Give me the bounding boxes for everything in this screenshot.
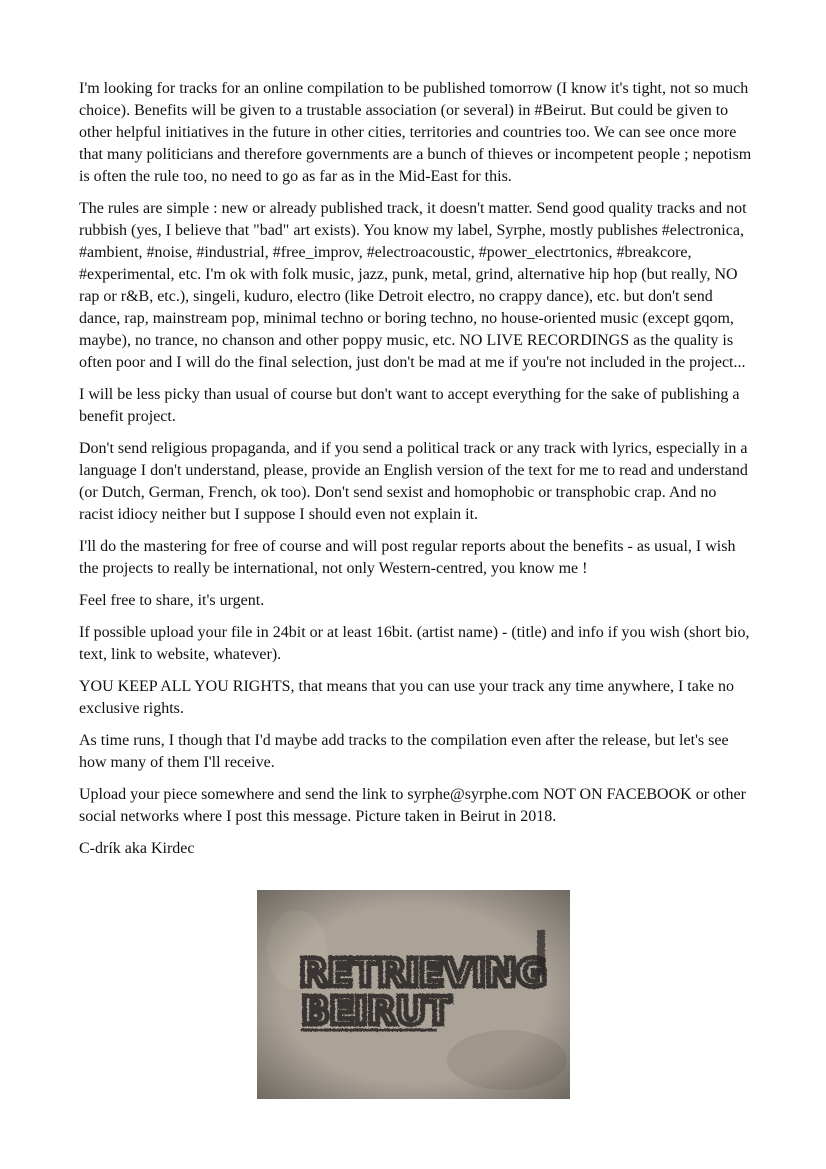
document-body	[79, 78, 754, 870]
paragraph-mastering: I'll do the mastering for free of course and will post regular reports about the benefits - as usual, I wish the projects to really be international, not only Western-centred, you know me !	[79, 538, 736, 577]
paragraph-intro: I'm looking for tracks for an online compilation to be published tomorrow (I know it's tight, not so much choice). Benefits will be given to a trustable association (or several) in #Beirut. But could be given to other helpful initiatives in the future in other cities, territories and countries too. We can see once more that many politicians and therefore governments are a bunch of thieves or incompetent people ; nepotism is often the rule too, no need to go as far as in the Mid-East for this.	[79, 80, 752, 185]
paragraph-no-propaganda: Don't send religious propaganda, and if you send a political track or any track with lyrics, especially in a language I don't understand, please, provide an English version of the text for me to read and understand (or Dutch, German, French, ok too). Don't send sexist and homophobic or transphobic crap. And no racist idiocy neither but I suppose I should even not explain it.	[79, 440, 748, 523]
paragraph-picky: I will be less picky than usual of course but don't want to accept everything for the sake of publishing a benefit project.	[79, 386, 740, 425]
signature: C-drík aka Kirdec	[79, 840, 195, 857]
stencil-photo	[257, 890, 570, 1099]
paragraph-rules: The rules are simple : new or already published track, it doesn't matter. Send good quality tracks and not rubbish (yes, I believe that "bad" art exists). You know my label, Syrphe, mostly publishes #electronica, #ambient, #noise, #industrial, #free_improv, #electroacoustic, #power_electrtonics, #breakcore, #experimental, etc. I'm ok with folk music, jazz, punk, metal, grind, alternative hip hop (but really, NO rap or r&B, etc.), singeli, kuduro, electro (like Detroit electro, no crappy dance), etc. but don't send dance, rap, mainstream pop, minimal techno or boring techno, no house-oriented music (except gqom, maybe), no trance, no chanson and other poppy music, etc. NO LIVE RECORDINGS as the quality is often poor and I will do the final selection, just don't be mad at me if you're not included in the project...	[79, 200, 747, 371]
paragraph-file-format: If possible upload your file in 24bit or at least 16bit. (artist name) - (title) and info if you wish (short bio, text, link to website, whatever).	[79, 624, 750, 663]
paragraph-share: Feel free to share, it's urgent.	[79, 592, 265, 609]
paragraph-late-additions: As time runs, I though that I'd maybe add tracks to the compilation even after the release, but let's see how many of them I'll receive.	[79, 732, 729, 771]
paragraph-upload-instructions: Upload your piece somewhere and send the link to syrphe@syrphe.com NOT ON FACEBOOK or other social networks where I post this message. Picture taken in Beirut in 2018.	[79, 786, 746, 825]
paragraph-rights: YOU KEEP ALL YOU RIGHTS, that means that you can use your track any time anywhere, I take no exclusive rights.	[79, 678, 734, 717]
